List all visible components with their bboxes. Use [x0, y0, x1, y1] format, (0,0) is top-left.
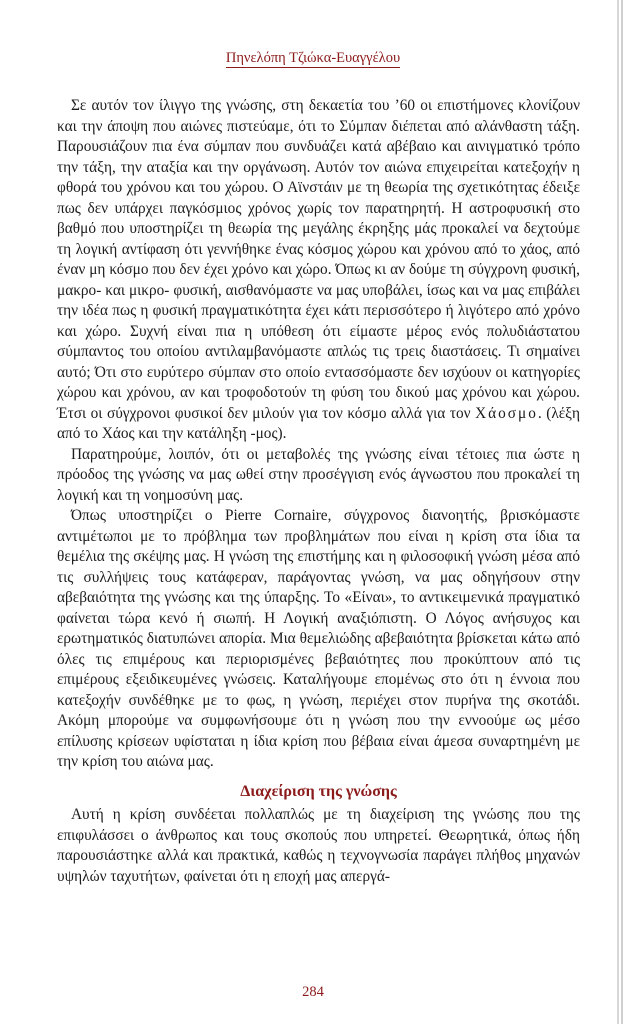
page-edge-decoration	[617, 0, 626, 1024]
paragraph-1	[57, 96, 580, 445]
page-number: 284	[302, 984, 324, 1000]
running-title: Πηνελόπη Τζιώκα-Ευαγγέλου	[225, 50, 401, 66]
paragraph-3: Όπως υποστηρίζει ο Pierre Cornaire, σύγχρονος διανοητής, βρισκόμαστε αντιμέτωποι με το πρόβλημα των προβλημάτων που είναι η κρίση στα ίδια τα θεμέλια της σκέψης μας. Η γνώση της επιστήμης και η φιλοσοφική γνώση μέσα από τις συλλήψεις τους κατάφεραν, παράγοντας γνώση, να μας οδηγήσουν στην αβεβαιότητα της γνώσης και της ύπαρξης. Το «Είναι», το αντικειμενικά πραγματικό φαίνεται τώρα κενό ή σιωπή. Η Λογική αναξιόπιστη. Ο Λόγος ανήσυχος και ερωτηματικός διατυπώνει απορία. Μια θεμελιώδης αβεβαιότητα βρίσκεται κάτω από όλες τις επιμέρους και περιορισμένες βεβαιότητες που προκύπτουν από τις επιμέρους εξειδικευμένες γνώσεις. Καταλήγουμε επομένως στο ότι η έννοια που κατεξοχήν συνδέθηκε με το φως, η γνώση, περιέχει στον πυρήνα της σκοτάδι. Ακόμη μπορούμε να συμφωνήσουμε ότι η γνώση που την εννοούμε ως μέσο επίλυσης κρίσεων υφίσταται η ίδια κρίση που βέβαια είναι άμεσα συναρτημένη με την κρίση του αιώνα μας.	[57, 507, 580, 770]
running-header	[0, 50, 626, 67]
paragraph-1-end: . (λέξη από το Χάος και την κατάληξη -μος).	[57, 404, 580, 442]
section-heading: Διαχείριση της γνώσης	[240, 782, 397, 800]
body-text	[57, 96, 580, 887]
paragraph-2: Παρατηρούμε, λοιπόν, ότι οι μεταβολές της γνώσης είναι τέτοιες πια ώστε η πρόοδος της γνώσης να μας ωθεί στην προσέγγιση ενός άγνωστου που προκαλεί τη λογική και τη νοημοσύνη μας.	[57, 445, 580, 504]
paragraph-4: Αυτή η κρίση συνδέεται πολλαπλώς με τη διαχείριση της γνώσης που της επιφυλάσσει ο άνθρωπος και τους σκοπούς που υπηρετεί. Θεωρητικά, όπως ήδη παρουσιάστηκε αλλά και πρακτικά, καθώς η τεχνογνωσία παράγει πλήθος μηχανών υψηλών ταχυτήτων, φαίνεται ότι η εποχή μας απεργά-	[57, 806, 580, 885]
paragraph-1-text: Σε αυτόν τον ίλιγγο της γνώσης, στη δεκαετία του ’60 οι επιστήμονες κλονίζουν και την άποψη που αιώνες πιστεύαμε, ότι το Σύμπαν διέπεται από αλάνθαστη τάξη. Παρουσιάζουν πια ένα σύμπαν που συνδυάζει κατά αβέβαιο και αινιγματικό τρόπο την τάξη, την αταξία και την οργάνωση. Αυτόν τον αιώνα επιχειρείται κατεξοχήν η φθορά του χρόνου και του χώρου. Ο Αϊνστάιν με τη θεωρία της σχετικότητας έδειξε πως δεν υπάρχει παγκόσμιος χρόνος χωρίς τον παρατηρητή. Η αστροφυσική στο βαθμό που υποστηρίζει τη θεωρία της μεγάλης έκρηξης μάς προκαλεί να δεχτούμε τη λογική αντίφαση ότι γεννήθηκε ένας κόσμος χώρου και χρόνου από το χάος, από έναν μη κόσμο που δεν έχει χρόνο και χώρο. Όπως κι αν δούμε τη σύγχρονη φυσική, μακρο- και μικρο- φυσική, αισθανόμαστε να μας υποβάλει, ίσως και να μας επιβάλει την ιδέα πως η φυσική πραγματικότητα έχει κάτι περισσότερο ή λιγότερο από χρόνο και χώρο. Συχνή είναι πια η υπόθεση ότι είμαστε μέρος ενός πολυδιάστατου σύμπαντος του οποίου αντιλαμβανόμαστε απλώς τις τρεις διαστάσεις. Τι σημαίνει αυτό; Ότι στο ευρύτερο σύμπαν στο οποίο εντασσόμαστε δεν ισχύουν οι κατηγορίες χώρου και χρόνου, αν και τροφοδοτούν τη φύση του δικού μας χρόνου και χώρου. Έτσι οι σύγχρονοι φυσικοί δεν μιλούν για τον κόσμο αλλά για τον	[57, 97, 580, 422]
spaced-term: Χάοσμο	[475, 404, 538, 422]
